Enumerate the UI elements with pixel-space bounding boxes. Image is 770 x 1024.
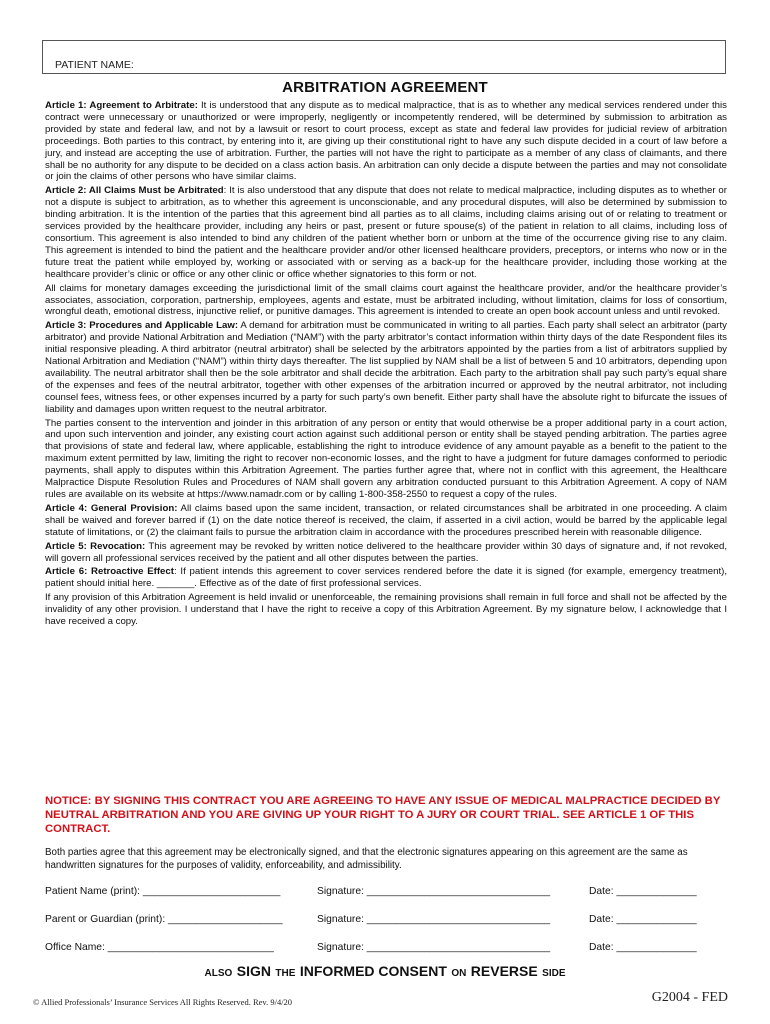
notice-word: SIDE	[542, 968, 566, 979]
article-heading: Article 6: Retroactive Effect	[45, 566, 174, 578]
signature-row-patient	[45, 886, 735, 900]
document-title: ARBITRATION AGREEMENT	[282, 79, 488, 96]
reverse-side-notice	[0, 963, 770, 981]
notice-word: ON	[451, 968, 467, 979]
article-3	[45, 320, 727, 415]
patient-name-label: PATIENT NAME:	[55, 59, 134, 71]
article-text: If any provision of this Arbitration Agreement is held invalid or unenforceable, the remaining provisions shall remain in full force and shall not be affected by the invalidity of any other provision. I understand that I have the right to receive a copy of this Arbitration Agreement. By my signature below, I acknowledge that I have received a copy.	[45, 592, 727, 628]
guardian-name-field[interactable]: Parent or Guardian (print): ____________________	[45, 914, 283, 925]
office-name-field[interactable]: Office Name: _____________________________	[45, 942, 274, 953]
notice-word: INFORMED CONSENT	[299, 963, 447, 979]
article-text: This agreement may be revoked by written notice delivered to the healthcare provider within 30 days of signature and, if not revoked, will govern all professional services received by the patient and all other disputes between the parties.	[45, 540, 727, 564]
severability-clause	[45, 592, 727, 628]
guardian-signature-field[interactable]: Signature: ________________________________	[317, 914, 551, 925]
signature-row-office	[45, 942, 735, 956]
patient-name-field[interactable]: Patient Name (print): ________________________	[45, 886, 281, 897]
notice-word: THE	[275, 968, 296, 979]
article-text: All claims for monetary damages exceeding the jurisdictional limit of the small claims court against the healthcare provider, and/or the healthcare provider’s associates, association, corporation, partnership, employees, agents and estate, must be arbitrated including, without limitation, claims for loss of consortium, wrongful death, emotional distress, injunctive relief, or punitive damages. This agreement is intended to create an open book account unless and until revoked.	[45, 282, 727, 318]
article-heading: Article 4: General Provision:	[45, 502, 178, 514]
article-heading: Article 5: Revocation:	[45, 540, 146, 552]
article-text: The parties consent to the intervention and joinder in this arbitration of any person or entity that would otherwise be a proper additional party in a court action, and upon such intervention and joinder, any existing court action against such additional person or entity shall be stayed pending arbitration. The parties agree that provisions of state and federal law, where applicable, establishing the right to introduce evidence of any amount payable as a benefit to the patient to the maximum extent permitted by law, limiting the right to recover non-economic losses, and the right to have a judgment for future damages conformed to periodic payments, shall apply to disputes within this Arbitration Agreement. The parties further agree that, where not in conflict with this agreement, the Healthcare Malpractice Dispute Resolution Rules and Procedures of NAM shall govern any arbitration conducted pursuant to this Arbitration Agreement. A copy of NAM rules are available on its website at https://www.namadr.com or by calling 1-800-358-2550 to request a copy of the rules.	[45, 417, 727, 500]
article-2-continued	[45, 283, 727, 319]
guardian-date-field[interactable]: Date: ______________	[589, 914, 697, 925]
agreement-body	[45, 100, 727, 630]
patient-name-box[interactable]	[42, 40, 726, 74]
copyright-footer: © Allied Professionals’ Insurance Services All Rights Reserved. Rev. 9/4/20	[33, 997, 293, 1007]
office-date-field[interactable]: Date: ______________	[589, 942, 697, 953]
patient-signature-field[interactable]: Signature: ________________________________	[317, 886, 551, 897]
signature-row-guardian	[45, 914, 735, 928]
article-2	[45, 185, 727, 280]
notice-word: ALSO	[204, 968, 233, 979]
article-text: : It is also understood that any dispute that does not relate to medical malpractice, including disputes as to whether or not a dispute is subject to arbitration, as to whether this agreement is unconscionable, and any procedural disputes, will also be determined by submission to binding arbitration. It is the intention of the parties that this agreement bind all parties as to all claims, including claims arising out of or relating to treatment or services provided by the healthcare provider, including any heirs or past, present or future spouse(s) of the patient in relation to all claims, including loss of consortium. This agreement is also intended to bind any children of the patient whether born or unborn at the time of the occurrence giving rise to any claim. This agreement is intended to bind the patient and the healthcare provider and/or other licensed healthcare providers, preceptors, or interns who now or in the future treat the patient while employed by, working or associated with or serving as a back-up for the healthcare provider, including those working at the healthcare provider’s clinic or office or any other clinic or office whether signatories to this form or not.	[45, 185, 727, 280]
article-1	[45, 100, 727, 183]
patient-date-field[interactable]: Date: ______________	[589, 886, 697, 897]
article-4	[45, 503, 727, 539]
notice-word: SIGN	[236, 963, 271, 979]
article-text: : If patient intends this agreement to cover services rendered before the date it is signed (for example, emergency treatment), patient should initial here. _______. Effective as of the date of first professional services.	[45, 566, 728, 590]
article-5	[45, 541, 727, 565]
article-heading: Article 2: All Claims Must be Arbitrated	[45, 185, 224, 197]
arbitration-notice: NOTICE: BY SIGNING THIS CONTRACT YOU ARE AGREEING TO HAVE ANY ISSUE OF MEDICAL MALPRACTICE DECIDED BY NEUTRAL ARBITRATION AND YOU ARE GIVING UP YOUR RIGHT TO A JURY OR COURT TRIAL. SEE ARTICLE 1 OF THIS CONTRACT.	[45, 795, 721, 835]
article-text: It is understood that any dispute as to medical malpractice, that is as to whether any medical services rendered under this contract were unnecessary or unauthorized or were improperly, negligently or incompetently rendered, will be determined by submission to arbitration as provided by state and federal law, and not by a lawsuit or resort to court process, except as state and federal law provides for judicial review of arbitration proceedings. Both parties to this contract, by entering into it, are giving up their constitutional right to have any such dispute decided in a court of law before a jury, and instead are accepting the use of arbitration. Further, the parties will not have the right to participate as a member of any class of claimants, and there shall be no authority for any dispute to be decided on a class action basis. An arbitration can only decide a dispute between the parties and may not consolidate or join the claims of other persons who have similar claims.	[45, 100, 727, 183]
article-heading: Article 1: Agreement to Arbitrate:	[45, 100, 198, 111]
article-3-continued	[45, 418, 727, 501]
electronic-signature-consent: Both parties agree that this agreement may be electronically signed, and that the electronic signatures appearing on this agreement are the same as handwritten signatures for the purposes of validity, enforceability, and admissibility.	[45, 847, 688, 871]
notice-word: REVERSE	[470, 963, 538, 979]
article-text: A demand for arbitration must be communicated in writing to all parties. Each party shall select an arbitrator (party arbitrator) and provide National Arbitration and Mediation (“NAM”) with the party arbitrator’s contact information within thirty days of the date Respondent files its initial responsive pleading. A third arbitrator (neutral arbitrator) shall be selected by the arbitrators appointed by the parties from a list of arbitrators supplied by National Arbitration and Mediation (“NAM”) within thirty days thereafter. The list supplied by NAM shall be a list of between 5 and 10 arbitrators, depending upon availability. The neutral arbitrator shall then be the sole arbitrator and shall decide the arbitration. Each party to the arbitration shall pay such party’s equal share of the expenses and fees of the neutral arbitrator, together with other expenses of the arbitration incurred or approved by the neutral arbitrator, not including counsel fees, witness fees, or other expenses incurred by a party for such party’s own benefit. Either party shall have the absolute right to bifurcate the issues of liability and damages upon written request to the neutral arbitrator.	[45, 320, 727, 415]
article-heading: Article 3: Procedures and Applicable Law:	[45, 320, 239, 332]
office-signature-field[interactable]: Signature: ________________________________	[317, 942, 551, 953]
article-6	[45, 566, 727, 590]
form-number: G2004 - FED	[651, 990, 728, 1005]
article-text: All claims based upon the same incident, transaction, or related circumstances shall be arbitrated in one proceeding. A claim shall be waived and forever barred if (1) on the date notice thereof is received, the claim, if asserted in a civil action, would be barred by the applicable legal statute of limitations, or (2) the claimant fails to pursue the arbitration claim in accordance with the procedures prescribed herein with reasonable diligence.	[45, 502, 727, 538]
